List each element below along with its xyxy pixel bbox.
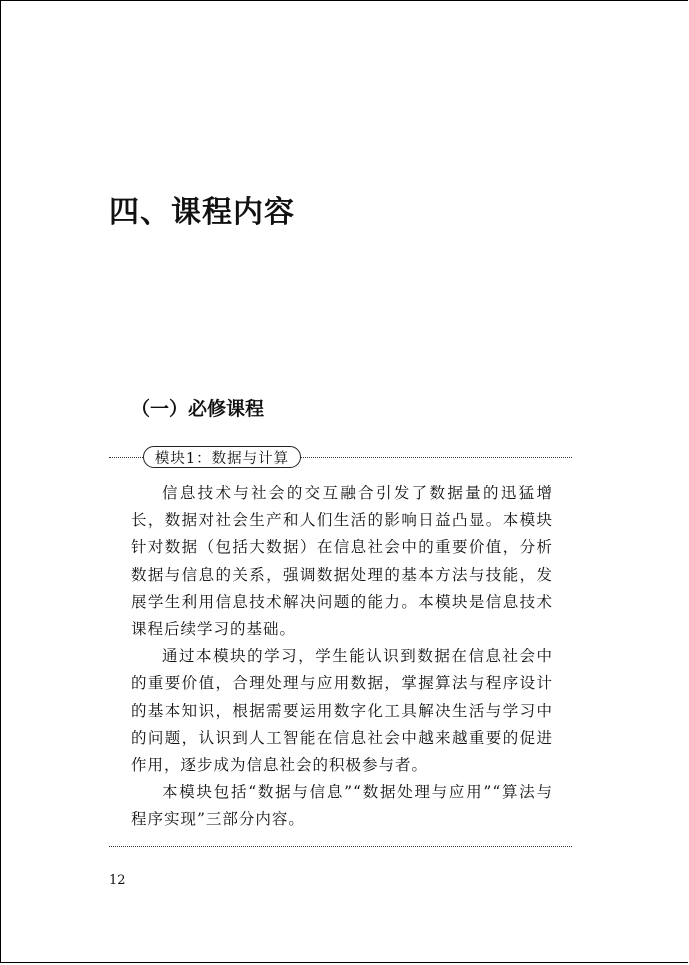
body-text <box>131 480 553 834</box>
paragraph-2: 通过本模块的学习，学生能认识到数据在信息社会中的重要价值，合理处理与应用数据，掌握算法与程序设计的基本知识，根据需要运用数字化工具解决生活与学习中的问题，认识到人工智能在信息社会中越来越重要的促进作用，逐步成为信息社会的积极参与者。 <box>131 647 553 775</box>
dotted-divider-bottom <box>109 846 572 847</box>
paragraph-3: 本模块包括“数据与信息”“数据处理与应用”“算法与程序实现”三部分内容。 <box>131 783 553 829</box>
paragraph-1: 信息技术与社会的交互融合引发了数据量的迅猛增长，数据对社会生产和人们生活的影响日益凸显。本模块针对数据（包括大数据）在信息社会中的重要价值，分析数据与信息的关系，强调数据处理的基本方法与技能，发展学生利用信息技术解决问题的能力。本模块是信息技术课程后续学习的基础。 <box>131 484 553 639</box>
module-tag: 模块1：数据与计算 <box>143 446 301 468</box>
dotted-divider-left <box>109 457 143 458</box>
chapter-title: 四、课程内容 <box>109 195 295 230</box>
page-number: 12 <box>109 873 126 888</box>
module-header <box>109 446 572 470</box>
section-title: （一）必修课程 <box>131 398 265 420</box>
dotted-divider-right <box>301 457 572 458</box>
